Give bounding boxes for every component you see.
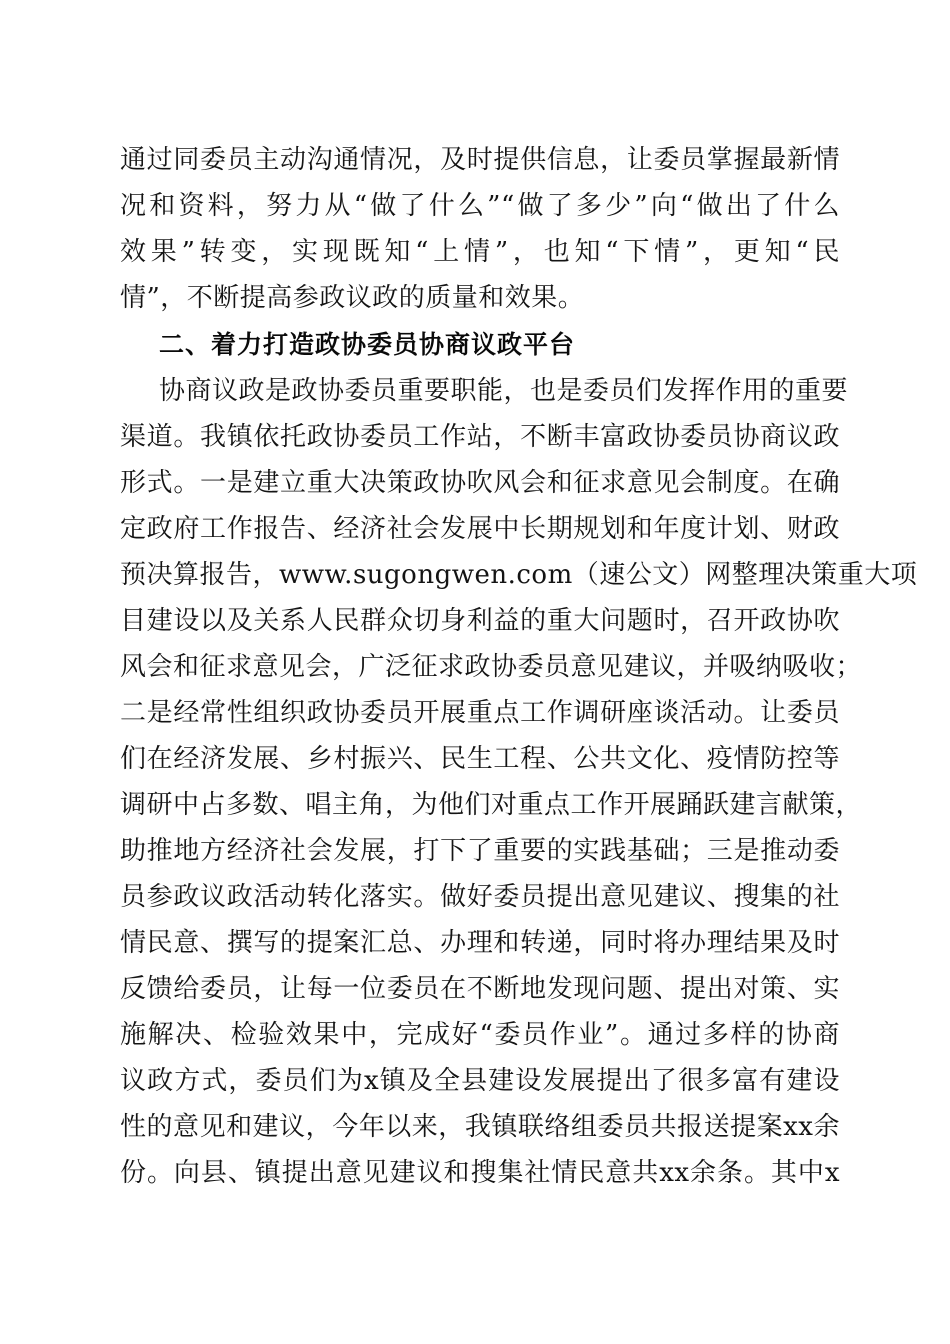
section-heading: 二、着力打造政协委员协商议政平台 [159, 330, 576, 359]
paragraph-2-line-15: 施解决、检验效果中，完成好“委员作业”。通过多样的协商 [120, 1020, 840, 1050]
paragraph-2-line-16: 议政方式，委员们为x镇及全县建设发展提出了很多富有建设 [120, 1066, 840, 1096]
paragraph-2-line-13: 情民意、撰写的提案汇总、办理和转递，同时将办理结果及时 [120, 928, 840, 958]
paragraph-2-line-18: 份。向县、镇提出意见建议和搜集社情民意共xx余条。其中x [120, 1158, 840, 1188]
paragraph-2-line-10: 调研中占多数、唱主角，为他们对重点工作开展踊跃建言献策， [120, 790, 863, 820]
paragraph-2-line-9: 们在经济发展、乡村振兴、民生工程、公共文化、疫情防控等 [120, 744, 840, 774]
paragraph-2-line-11: 助推地方经济社会发展，打下了重要的实践基础；三是推动委 [120, 836, 840, 866]
paragraph-2-line-4: 定政府工作报告、经济社会发展中长期规划和年度计划、财政 [120, 514, 840, 544]
paragraph-2-line-14: 反馈给委员，让每一位委员在不断地发现问题、提出对策、实 [120, 974, 840, 1004]
paragraph-2-line-2: 渠道。我镇依托政协委员工作站，不断丰富政协委员协商议政 [120, 422, 840, 452]
paragraph-2-line-3: 形式。一是建立重大决策政协吹风会和征求意见会制度。在确 [120, 468, 840, 498]
paragraph-1-line-4: 情”，不断提高参政议政的质量和效果。 [120, 283, 585, 313]
paragraph-2-line-8: 二是经常性组织政协委员开展重点工作调研座谈活动。让委员 [120, 698, 840, 728]
paragraph-2-line-7: 风会和征求意见会，广泛征求政协委员意见建议，并吸纳吸收； [120, 652, 863, 682]
paragraph-2-line-5: 预决算报告，www.sugongwen.com（速公文）网整理决策重大项 [120, 560, 918, 590]
paragraph-2-line-1: 协商议政是政协委员重要职能，也是委员们发挥作用的重要 [159, 376, 849, 406]
paragraph-1-line-1: 通过同委员主动沟通情况，及时提供信息，让委员掌握最新情 [120, 145, 840, 175]
paragraph-1-line-2: 况和资料，努力从“做了什么”“做了多少”向“做出了什么 [120, 191, 840, 221]
paragraph-2-line-17: 性的意见和建议，今年以来，我镇联络组委员共报送提案xx余 [120, 1112, 840, 1142]
paragraph-2-line-6: 目建设以及关系人民群众切身利益的重大问题时，召开政协吹 [120, 606, 840, 636]
paragraph-2-line-12: 员参政议政活动转化落实。做好委员提出意见建议、搜集的社 [120, 882, 840, 912]
paragraph-1-line-3: 效果”转变，实现既知“上情”，也知“下情”，更知“民 [120, 237, 840, 267]
